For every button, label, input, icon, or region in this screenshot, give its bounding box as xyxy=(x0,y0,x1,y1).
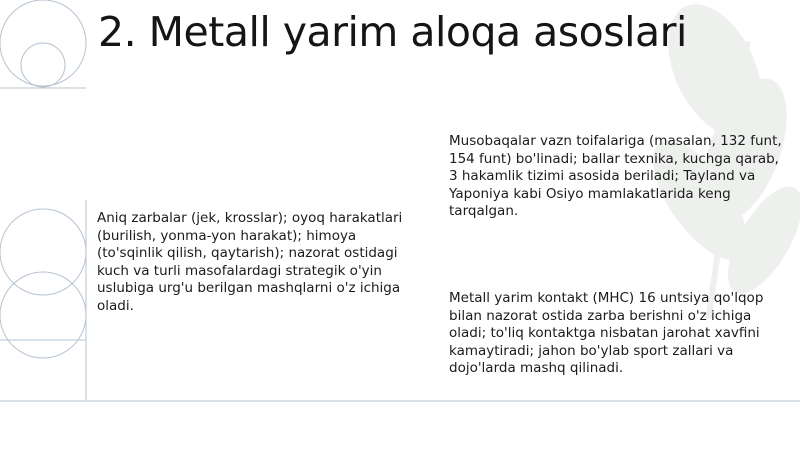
right-top-paragraph: Musobaqalar vazn toifalariga (masalan, 132 funt, 154 funt) bo'linadi; ballar texnika, kuchga qarab, 3 hakamlik tizimi asosida beriladi; Tayland va Yaponiya kabi Osiyo mamlakatlarida keng tarqalgan. xyxy=(449,133,782,219)
right-bottom-paragraph: Metall yarim kontakt (MHC) 16 untsiya qo'lqop bilan nazorat ostida zarba berishni o'z ichiga oladi; to'liq kontaktga nisbatan jarohat xavfini kamaytiradi; jahon bo'ylab sport zallari va dojo'larda mashq qilinadi. xyxy=(449,290,764,376)
left-paragraph: Aniq zarbalar (jek, krosslar); oyoq harakatlari (burilish, yonma-yon harakat); himoya (to'sqinlik qilish, qaytarish); nazorat ostidagi kuch va turli masofalardagi strategik o'yin uslubiga urg'u berilgan mashqlarni o'z ichiga oladi. xyxy=(97,210,403,314)
slide-title: 2. Metall yarim aloqa asoslari xyxy=(98,8,687,56)
